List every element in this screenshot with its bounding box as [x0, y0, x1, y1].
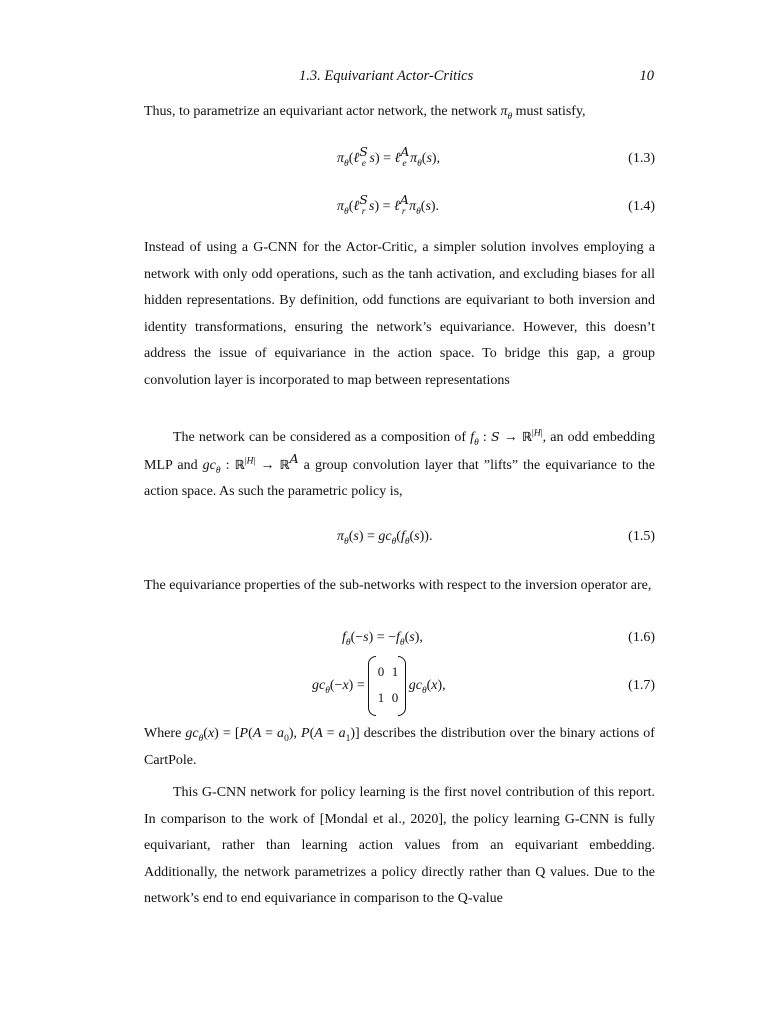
paragraph-6: This G-CNN network for policy learning is the first novel contribution of this report. In comparison to the work of [Mondal et al., 2020], the policy learning G-CNN is fully equivariant, rather than learning action values from an equivariant embedding. Additionally, the network parametrizes a policy directly rather than Q values. Due to the network’s end to end equivariance in comparison to the Q-value — [144, 785, 655, 906]
paragraph-5-text-b: describes the distribution over the binary actions of CartPole. — [144, 726, 655, 768]
equation-number: (1.3) — [628, 151, 655, 166]
matrix-cell: 1 — [391, 664, 399, 679]
permutation-matrix — [368, 656, 406, 716]
math-pi-theta: $\pi_\theta$ — [500, 104, 513, 122]
paragraph-1-text-after: must satisfy, — [512, 104, 586, 119]
equation-1-4 — [144, 192, 655, 221]
paragraph-3-text-c: a group convolution layer that ”lifts” the equivariance to the action space. As such the parametric policy is, — [144, 457, 656, 499]
equation-1-3 — [144, 144, 655, 173]
paragraph-3 — [144, 424, 655, 506]
matrix-cell: 1 — [377, 690, 385, 705]
paragraph-1 — [144, 99, 655, 126]
equation-1-6-body: $f_\theta(-s) = -f_\theta(s)$, — [342, 630, 423, 648]
paragraph-2: Instead of using a G-CNN for the Actor-Critic, a simpler solution involves employing a network with only odd operations, such as the tanh activation, and excluding biases for all hidden representations. By definition, odd functions are equivariant to both inversion and identity transformations, ensuring the network’s equivariance. However, this doesn’t address the issue of equivariance in the action space. To bridge this gap, a group convolution layer is incorporated to map between representations — [144, 240, 655, 388]
paragraph-1-text-before: Thus, to parametrize an equivariant actor network, the network — [144, 104, 501, 119]
equation-number: (1.7) — [628, 678, 655, 693]
equation-1-5-body: $\pi_\theta(s) = gc_\theta(f_\theta(s))$. — [337, 529, 433, 547]
matrix-cell: 0 — [391, 690, 399, 705]
paragraph-5-text-a: Where — [144, 726, 186, 741]
paragraph-3-text-a: The network can be considered as a composition of — [173, 430, 471, 445]
running-header — [144, 68, 654, 88]
equation-1-3-body: $\pi_\theta(\ell^S_e$ s) = ℓ$^A_e$ $\pi_\theta(s)$, — [337, 144, 441, 169]
math-gc-theta-mapping: $gc_\theta$ : ℝ$^{|H|}$ → ℝ$^A$ — [202, 450, 299, 476]
equation-1-5 — [144, 529, 655, 551]
math-gc-distribution: $gc_\theta(x) = [P(A = a_0)$, $P(A = a_1)$] — [185, 726, 360, 744]
equation-1-4-body: $\pi_\theta(\ell^S_r$ s) = ℓ$^A_r$ $\pi_\theta(s)$. — [337, 192, 440, 217]
equation-1-6 — [144, 630, 655, 652]
equation-number: (1.5) — [628, 529, 655, 544]
page-number: 10 — [639, 68, 654, 84]
equation-1-7 — [144, 656, 655, 720]
equation-number: (1.4) — [628, 199, 655, 214]
equation-1-7-body: $gc_\theta(-x)$ = 0 1 1 0 $gc_\theta(x)$, — [312, 656, 446, 716]
paragraph-3-text-b: , an odd embedding MLP and — [144, 430, 656, 473]
equation-number: (1.6) — [628, 630, 655, 645]
matrix-right-paren — [398, 656, 406, 716]
paragraph-4: The equivariance properties of the sub-networks with respect to the inversion operator are, — [144, 578, 652, 593]
section-title: 1.3. Equivariant Actor-Critics — [299, 68, 474, 84]
paragraph-5 — [144, 721, 655, 774]
matrix-left-paren — [368, 656, 376, 716]
matrix-cell: 0 — [377, 664, 385, 679]
math-f-theta-mapping: $f_\theta$ : S → ℝ$^{|H|}$ — [470, 428, 543, 448]
